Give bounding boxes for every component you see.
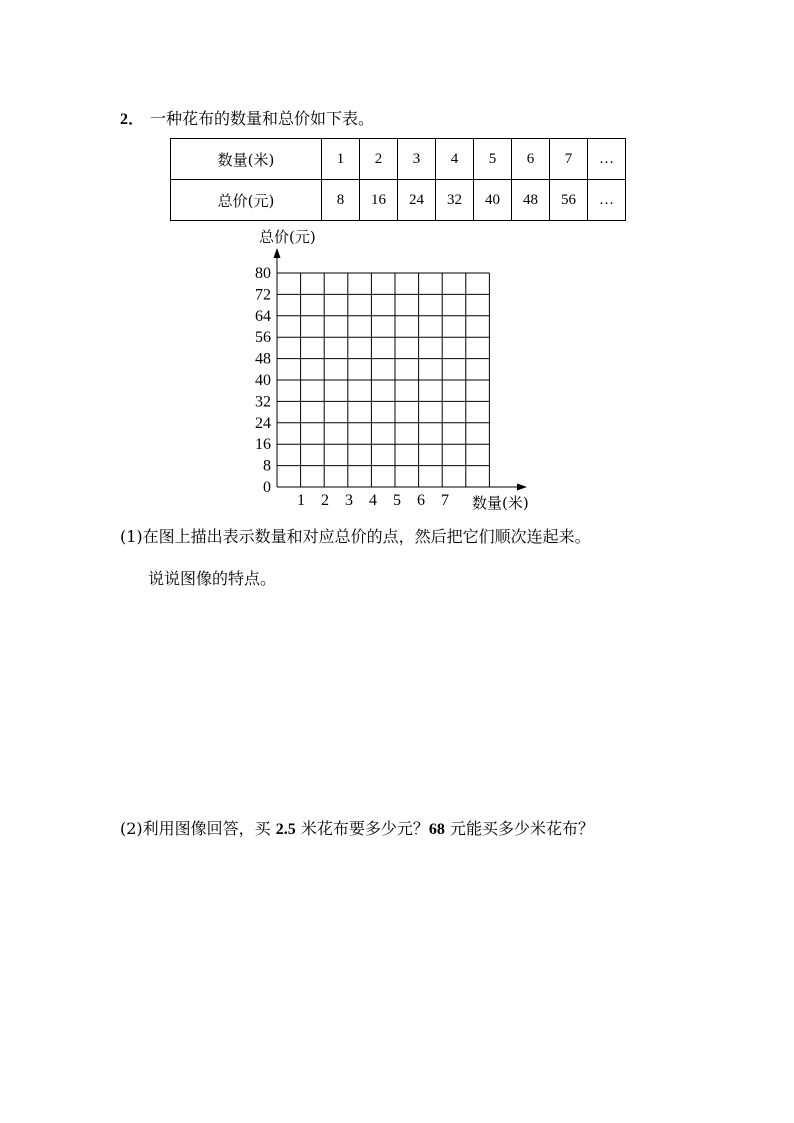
table-cell: 4	[436, 139, 474, 180]
y-axis-title: 总价(元)	[259, 228, 316, 246]
sub-question-2-number2: 68	[428, 821, 445, 838]
y-tick-label: 32	[255, 393, 271, 411]
table-cell: 32	[436, 180, 474, 221]
data-table	[170, 138, 626, 221]
table-cell: …	[588, 180, 626, 221]
x-tick-label: 3	[345, 492, 353, 509]
y-tick-label: 80	[255, 265, 271, 282]
x-axis-arrow	[517, 484, 527, 491]
table-cell: 40	[474, 180, 512, 221]
row-header-price: 总价(元)	[171, 180, 322, 221]
table-cell: 48	[512, 180, 550, 221]
y-tick-label: 24	[255, 414, 271, 432]
x-tick-label: 1	[297, 492, 305, 509]
sub-question-2	[120, 816, 594, 839]
table-cell: 5	[474, 139, 512, 180]
y-tick-label: 56	[255, 329, 271, 347]
sub-question-2-part3: 元能买多少米花布？	[449, 819, 594, 838]
grid-chart	[240, 222, 550, 517]
table-cell: 56	[550, 180, 588, 221]
table-row-price	[171, 180, 626, 221]
sub-question-2-part1: 利用图像回答，买	[142, 819, 271, 838]
sub-question-1-text: 在图上描出表示数量和对应总价的点，然后把它们顺次连起来。	[142, 527, 591, 546]
x-tick-label: 2	[321, 492, 329, 509]
y-tick-label: 40	[255, 372, 271, 389]
table-cell: 7	[550, 139, 588, 180]
x-tick-label: 5	[393, 492, 401, 509]
sub-question-1-line2: 说说图像的特点。	[148, 569, 277, 588]
y-tick-label: 48	[255, 350, 271, 368]
y-tick-label: 72	[255, 286, 271, 304]
table-cell: 6	[512, 139, 550, 180]
question-text: 一种花布的数量和总价如下表。	[150, 109, 375, 128]
sub-question-1	[120, 524, 591, 547]
y-tick-label: 8	[263, 457, 271, 475]
table-cell: 8	[322, 180, 360, 221]
table-cell: 1	[322, 139, 360, 180]
y-tick-label: 64	[255, 307, 271, 325]
y-tick-label: 0	[263, 479, 271, 496]
sub-question-2-number1: 2.5	[275, 821, 296, 838]
table-cell: 2	[360, 139, 398, 180]
table-row-quantity	[171, 139, 626, 180]
table-cell: 24	[398, 180, 436, 221]
x-tick-label: 7	[441, 492, 449, 509]
sub-question-2-part2: 米花布要多少元？	[300, 819, 429, 838]
x-axis-title: 数量(米)	[472, 494, 529, 512]
row-header-quantity: 数量(米)	[171, 139, 322, 180]
sub-question-2-prefix: (2)	[120, 819, 143, 838]
table-cell: 3	[398, 139, 436, 180]
question-number: 2．	[120, 111, 145, 128]
table-cell: 16	[360, 180, 398, 221]
sub-question-1-prefix: (1)	[120, 527, 143, 546]
x-tick-label: 4	[369, 492, 377, 509]
y-tick-label: 16	[255, 436, 271, 454]
table-cell: …	[588, 139, 626, 180]
y-axis-arrow	[274, 248, 281, 258]
question-title	[120, 106, 374, 129]
x-tick-label: 6	[417, 492, 425, 509]
